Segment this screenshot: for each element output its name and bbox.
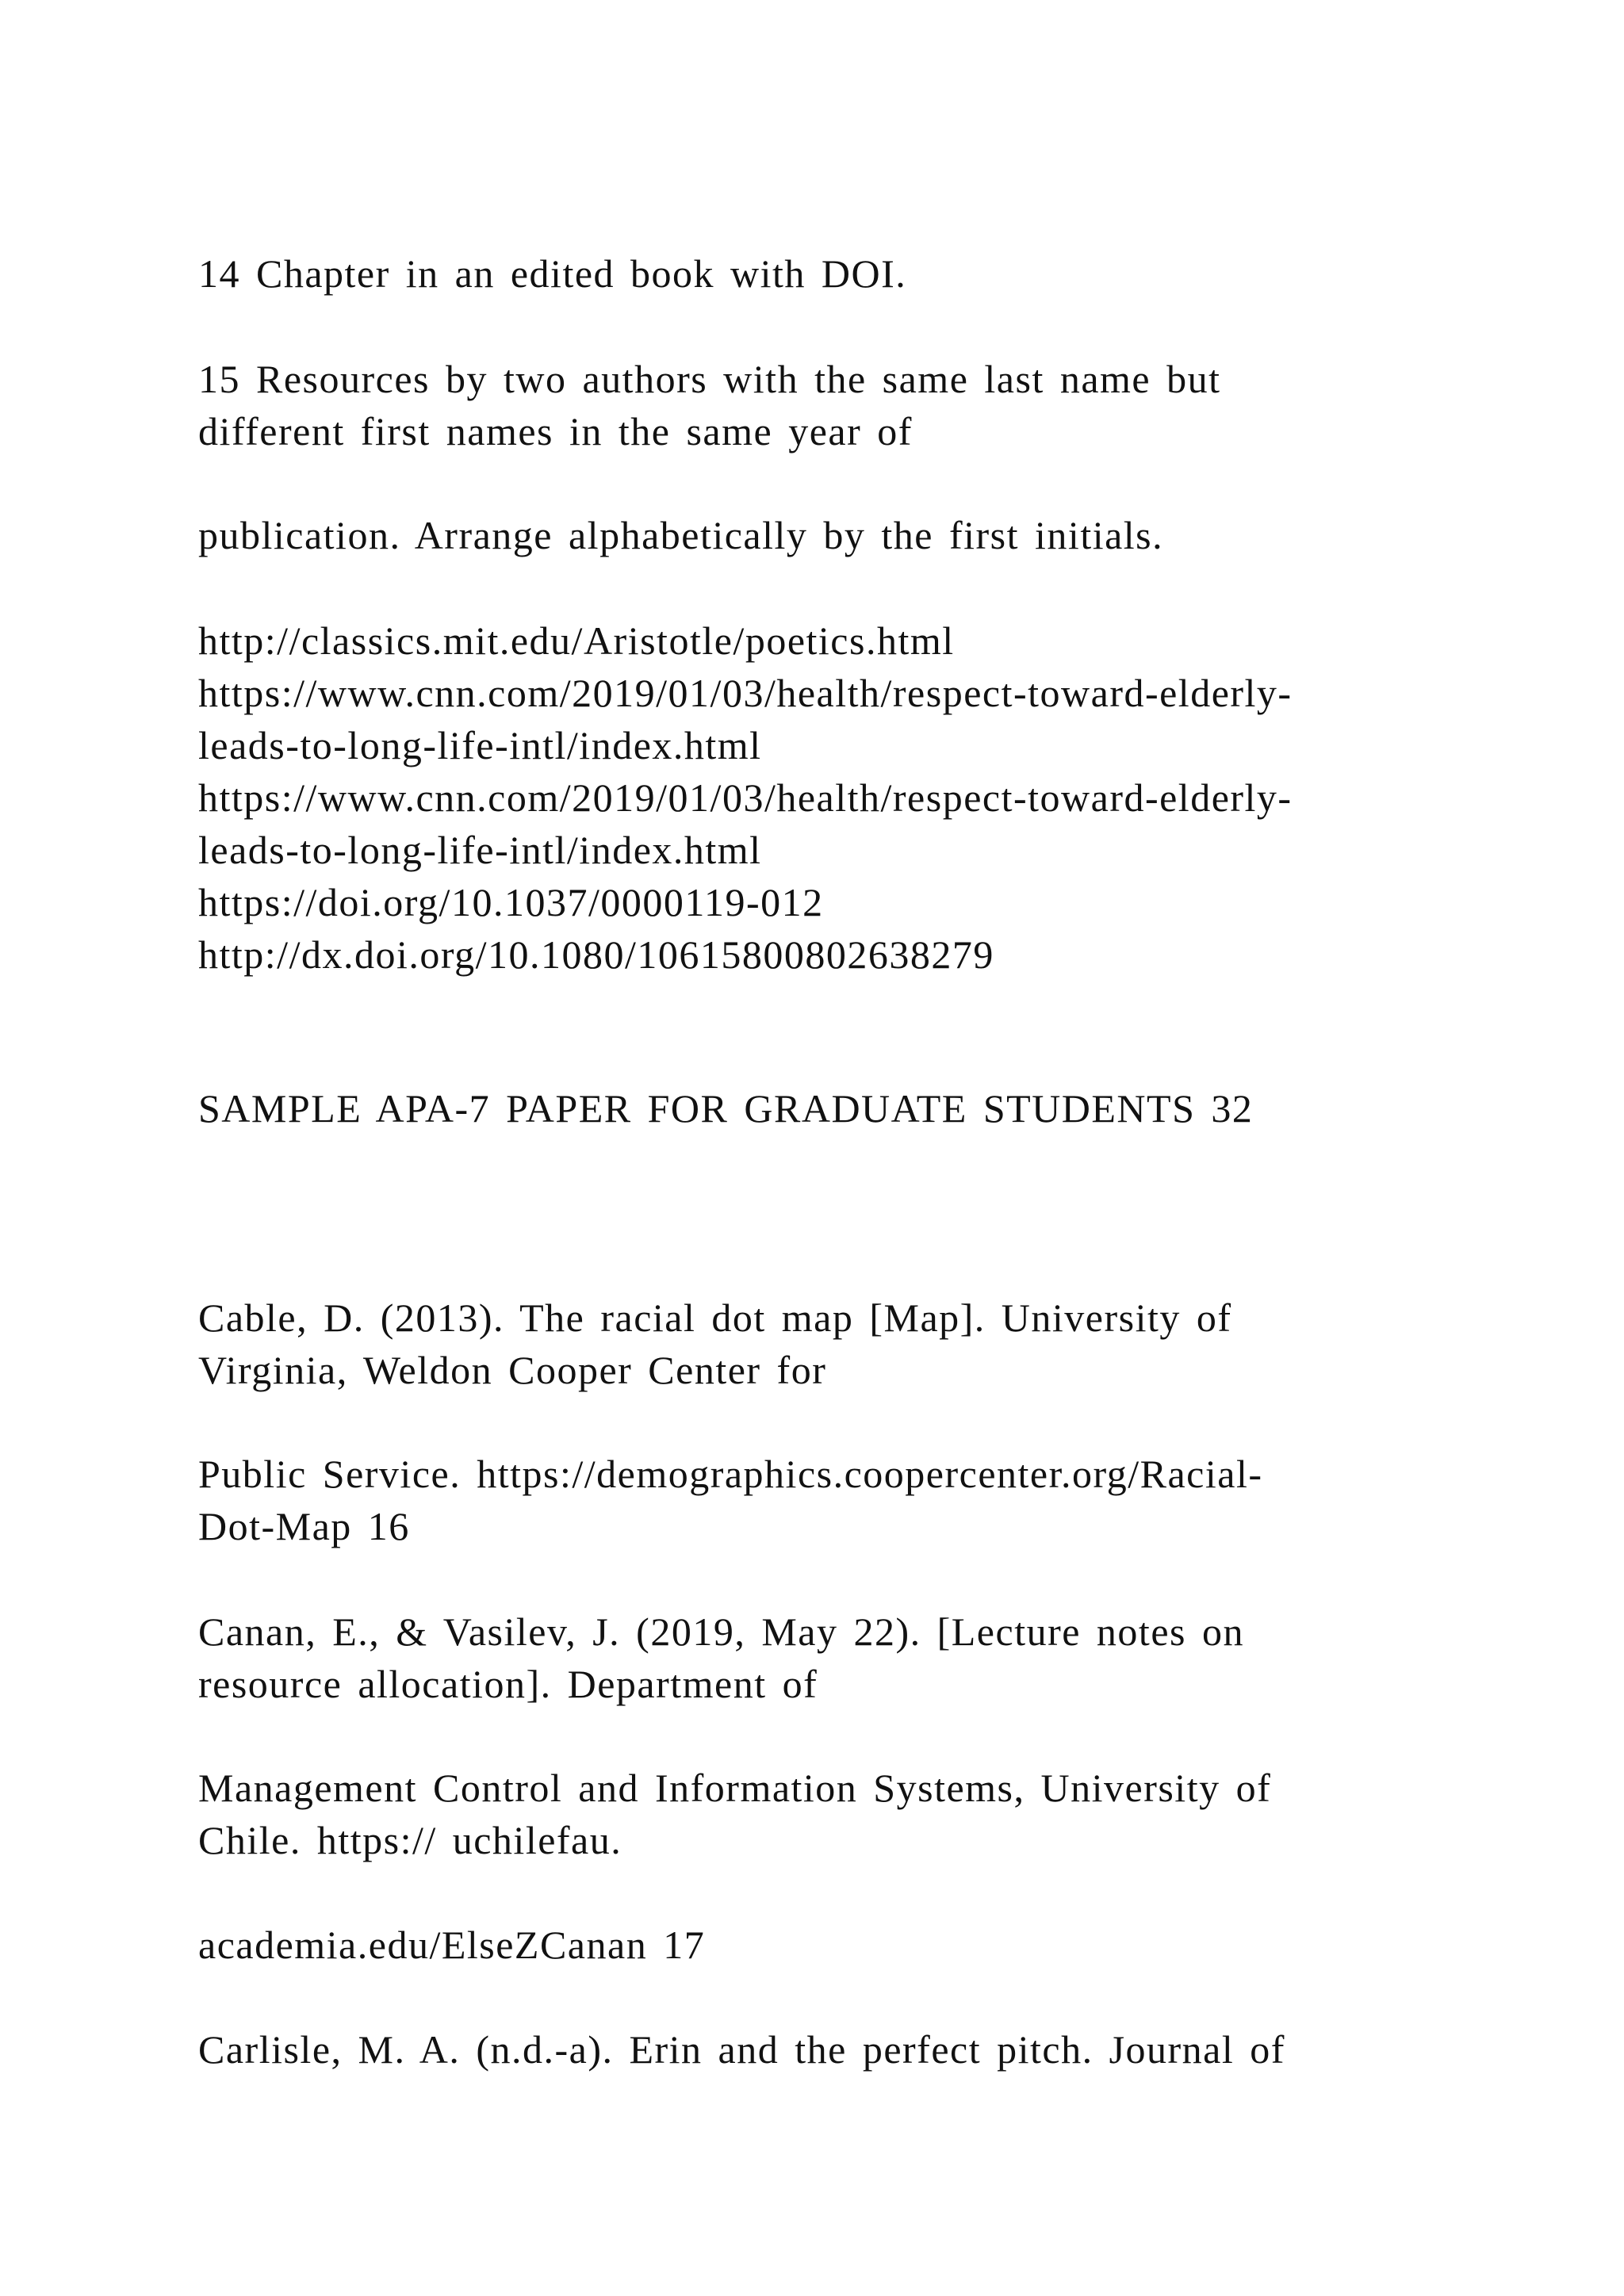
running-header: SAMPLE APA-7 PAPER FOR GRADUATE STUDENTS 32 <box>198 1086 1254 1131</box>
reference-entry-line: Carlisle, M. A. (n.d.-a). Erin and the perfect pitch. Journal of <box>198 2027 1285 2072</box>
note-line-14: 14 Chapter in an edited book with DOI. <box>198 251 907 296</box>
reference-entry-line: Canan, E., & Vasilev, J. (2019, May 22). [Lecture notes on <box>198 1609 1244 1654</box>
url-line: leads-to-long-life-intl/index.html <box>198 723 762 767</box>
url-line: leads-to-long-life-intl/index.html <box>198 828 762 872</box>
url-line: https://doi.org/10.1037/0000119-012 <box>198 880 824 924</box>
url-line: https://www.cnn.com/2019/01/03/health/respect-toward-elderly- <box>198 775 1293 820</box>
reference-entry-line: Management Control and Information Systems, University of <box>198 1766 1272 1810</box>
reference-entry-line: Virginia, Weldon Cooper Center for <box>198 1348 827 1392</box>
url-line: http://dx.doi.org/10.1080/10615800802638279 <box>198 932 994 977</box>
reference-entry-line: Chile. https:// uchilefau. <box>198 1818 622 1862</box>
reference-entry-line: Cable, D. (2013). The racial dot map [Map]. University of <box>198 1295 1232 1340</box>
reference-entry-line: academia.edu/ElseZCanan 17 <box>198 1923 706 1967</box>
note-line-publication: publication. Arrange alphabetically by the first initials. <box>198 513 1164 557</box>
reference-entry-line: resource allocation]. Department of <box>198 1662 818 1706</box>
reference-entry-line: Public Service. https://demographics.coopercenter.org/Racial- <box>198 1452 1263 1496</box>
note-line-15-cont: different first names in the same year of <box>198 409 913 453</box>
reference-entry-line: Dot-Map 16 <box>198 1504 410 1548</box>
note-line-15: 15 Resources by two authors with the same last name but <box>198 357 1221 401</box>
url-line: https://www.cnn.com/2019/01/03/health/respect-toward-elderly- <box>198 671 1293 715</box>
url-line: http://classics.mit.edu/Aristotle/poetics.html <box>198 618 955 663</box>
